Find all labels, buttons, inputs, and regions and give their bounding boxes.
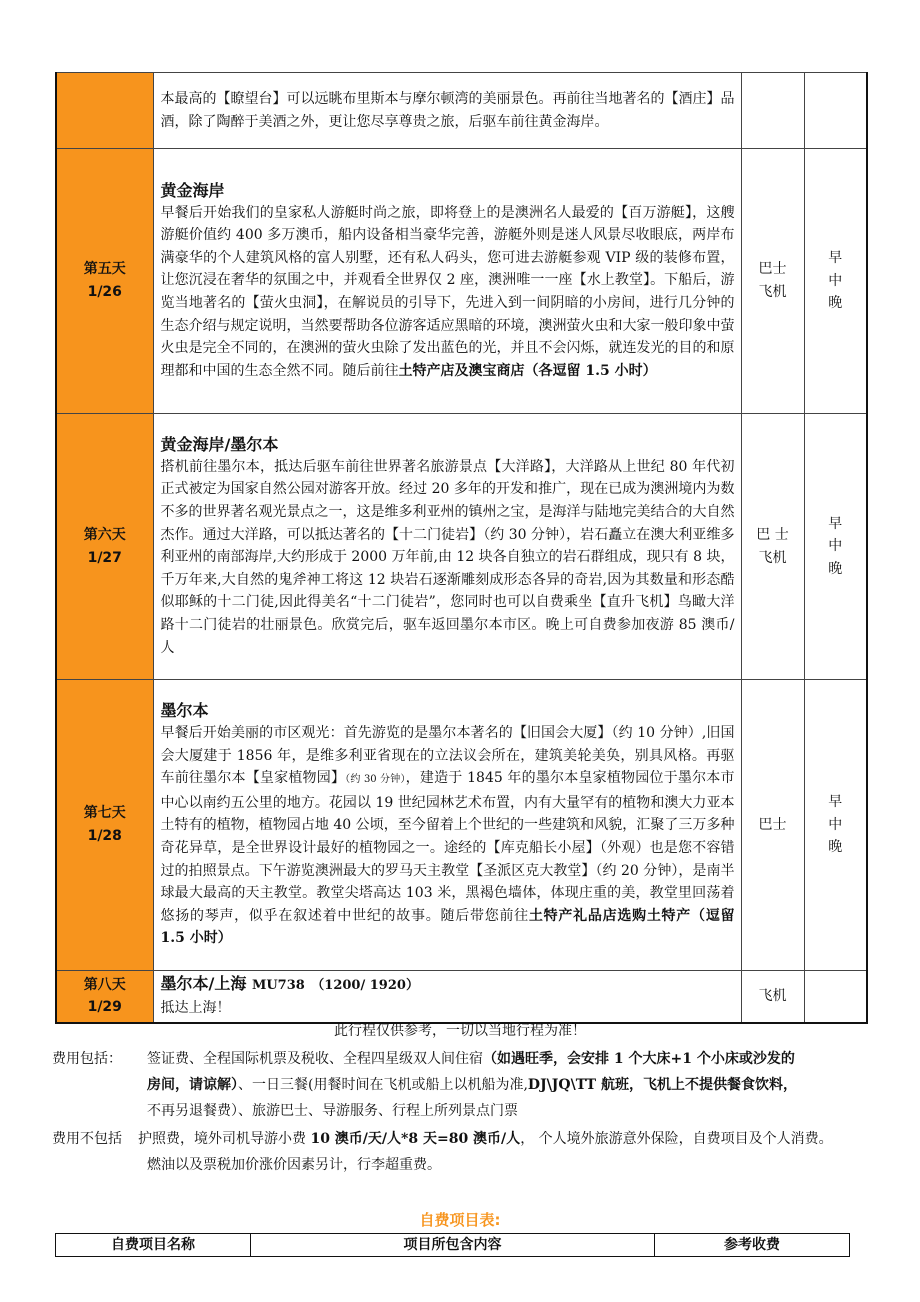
meal-lunch: 中 [828,272,843,289]
transport-bus: 巴士 [758,261,787,278]
day-date: 1/28 [87,828,122,844]
self-pay-table [55,1233,850,1257]
fees-excluded-label: 费用不包括 [52,1131,122,1147]
day-title: 黄金海岸 [160,180,225,200]
fees-excluded-line1 [138,1126,833,1152]
transport-cell [741,971,804,1023]
transport-bus: 巴士 [758,816,787,833]
day-cell [56,149,153,414]
flight-number: MU738 （1200/ 1920） [251,978,419,993]
itinerary-row-day8 [56,971,867,1023]
fees-included-line3: 不再另退餐费）、旅游巴士、导游服务、行程上所列景点门票 [147,1103,518,1119]
day-title: 墨尔本/上海 [160,974,247,993]
meal-breakfast: 早 [828,794,843,811]
day-description [153,680,741,971]
description-bold-text: 土特产店及澳宝商店（各逗留 1.5 小时） [398,362,657,379]
fees-text: 护照费，境外司机导游小费 [138,1131,311,1147]
description-text: ，建造于 1845 年的墨尔本皇家植物园位于墨尔本市中心以南约五公里的地方。花园以 19 世纪园林艺术布置，内有大量罕有的植物和澳大力亚本土特有的植物，植物园占地 40 公顷，至今留着上个世纪的一些建筑和风貌，汇聚了三万多种奇花异草，是全世界设计最好的植物园之一。途经的【库克船长小屋】（外观）也是您不容错过的拍照景点。下午游览澳洲最大的罗马天主教堂【圣派区克大教堂】（约 20 分钟），是南半球最大最高的天主教堂。教堂尖塔高达 103 米，黑褐色墙体，体现庄重的美，教堂里回荡着悠扬的琴声，似乎在叙述着中世纪的故事。随后带您前往 [160,770,735,924]
self-pay-header: 项目所包含内容 [251,1234,655,1257]
transport-cell [741,680,804,971]
meal-cell [804,971,867,1023]
day-date: 1/27 [87,549,122,566]
fees-bold-text: （如遇旺季，会安排 1 个大床+1 个小床或沙发的 [483,1051,795,1067]
fees-bold-text: DJ\JQ\TT 航班，飞机上不提供餐食饮料， [527,1077,797,1093]
self-pay-header: 参考收费 [655,1234,850,1257]
day-cell [56,414,153,680]
itinerary-row-day5 [56,149,867,414]
fees-text: 、一日三餐(用餐时间在飞机或船上以机船为准, [238,1077,528,1093]
day-date: 1/26 [87,284,122,300]
itinerary-row-day6 [56,414,867,680]
transport-bus: 巴 士 [756,526,789,543]
fees-bold-text: 房间，请谅解） [147,1077,238,1093]
description-bold-text: 土特产礼品店选购土特产（逗留 1.5 小时） [160,907,735,947]
day-label: 第七天 [83,805,126,822]
day-title: 黄金海岸/墨尔本 [160,434,279,454]
day-description [153,73,741,149]
day-label: 第六天 [83,526,126,543]
day-title-row [161,973,735,997]
day-title: 墨尔本 [160,701,209,721]
day-cell-empty [56,73,153,149]
transport-cell [741,73,804,149]
day-date: 1/29 [87,999,122,1016]
description-text: 搭机前往墨尔本，抵达后驱车前往世界著名旅游景点【大洋路】，大洋路从上世纪 80 年代初正式被定为国家自然公园对游客开放。经过 20 多年的开发和推广，现在已成为澳洲境内为数不多的世界著名观光景点之一，这是维多利亚州的镇州之宝，是海洋与陆地完美结合的大自然杰作。通过大洋路，可以抵达著名的【十二门徒岩】（约 30 分钟），岩石矗立在澳大利亚维多利亚州的南部海岸,大约形成于 2000 万年前,由 12 块各自独立的岩石群组成，现只有 8 块，千万年来,大自然的鬼斧神工将这 12 块岩石逐渐雕刻成形态各异的奇岩,因为其数量和形态酷似耶稣的十二门徒,因此得美名“十二门徒岩”，您同时也可以自费乘坐【直升飞机】鸟瞰大洋路十二门徒岩的壮丽景色。欣赏完后，驱车返回墨尔本市区。晚上可自费参加夜游 85 澳币/人 [160,458,735,656]
description-text: 早餐后开始我们的皇家私人游艇时尚之旅，即将登上的是澳洲名人最爱的【百万游艇】，这艘游艇价值约 400 多万澳币，船内设备相当豪华完善，游艇外则是迷人风景尽收眼底，两岸布满豪华的个人建筑风格的富人别墅，还有私人码头，您可进去游艇参观 VIP 级的装修布置，让您沉浸在奢华的氛围之中，并观看全世界仅 2 座，澳洲唯一一座【水上教堂】。下船后，游览当地著名的【萤火虫洞】，在解说员的引导下，先进入到一间阴暗的小房间，进行几分钟的生态介绍与规定说明，当然要帮助各位游客适应黑暗的环境，澳洲萤火虫和大家一般印象中萤火虫是完全不同的，在澳洲的萤火虫除了发出蓝色的光，并且不会闪烁，就连发光的目的和原理都和中国的生态全然不同。随后前往 [160,204,735,379]
itinerary-table [55,72,868,1024]
fees-included-line1 [147,1046,795,1072]
self-pay-title: 自费项目表: [419,1211,501,1229]
day-description [153,414,741,680]
transport-flight: 飞机 [758,284,787,300]
meal-cell [804,149,867,414]
meal-cell [804,680,867,971]
fees-text: 签证费、全程国际机票及税收、全程四星级双人间住宿 [147,1051,483,1067]
fees-included-line2 [147,1072,797,1098]
fees-text: ， 个人境外旅游意外保险，自费项目及个人消费。 [520,1131,833,1147]
day-label: 第八天 [83,976,126,993]
itinerary-row-day7 [56,680,867,971]
transport-cell [741,414,804,680]
transport-cell [741,149,804,414]
meal-cell [804,73,867,149]
itinerary-note: 此行程仅供参考，一切以当地行程为准！ [334,1023,586,1039]
fees-bold-text: 10 澳币/天/人*8 天=80 澳币/人 [310,1131,521,1147]
day-description [153,971,741,1023]
meal-dinner: 晚 [828,560,843,577]
description-text: 本最高的【瞭望台】可以远眺布里斯本与摩尔顿湾的美丽景色。再前往当地著名的【酒庄】品酒，除了陶醉于美酒之外，更让您尽享尊贵之旅，后驱车前往黄金海岸。 [160,90,735,130]
meal-lunch: 中 [828,538,843,555]
self-pay-header: 自费项目名称 [56,1234,251,1257]
fees-included-label: 费用包括： [52,1051,122,1067]
description-text: 早餐后开始美丽的市区观光：首先游览的是墨尔本著名的【旧国会大厦】（约 10 分钟）,旧国会大厦建于 1856 年，是维多利亚省现在的立法议会所在，建筑美轮美奂，别具风格。再驱车前往墨尔本【皇家植物园】 [160,725,735,787]
itinerary-row-continued [56,73,867,149]
day-cell [56,971,153,1023]
transport-flight: 飞机 [758,988,787,1004]
description-small-text: （约 30 分钟） [345,774,406,786]
day-description [153,149,741,414]
meal-breakfast: 早 [828,250,843,267]
meal-breakfast: 早 [828,515,843,532]
meal-dinner: 晚 [828,839,843,856]
transport-flight: 飞机 [758,549,787,566]
description-text: 抵达上海！ [160,1000,231,1016]
day-cell [56,680,153,971]
self-pay-header-row [56,1234,850,1257]
meal-dinner: 晚 [828,295,843,312]
day-label: 第五天 [83,261,126,278]
fees-excluded-line2: 燃油以及票税加价涨价因素另计，行李超重费。 [147,1157,441,1173]
meal-lunch: 中 [828,816,843,833]
meal-cell [804,414,867,680]
